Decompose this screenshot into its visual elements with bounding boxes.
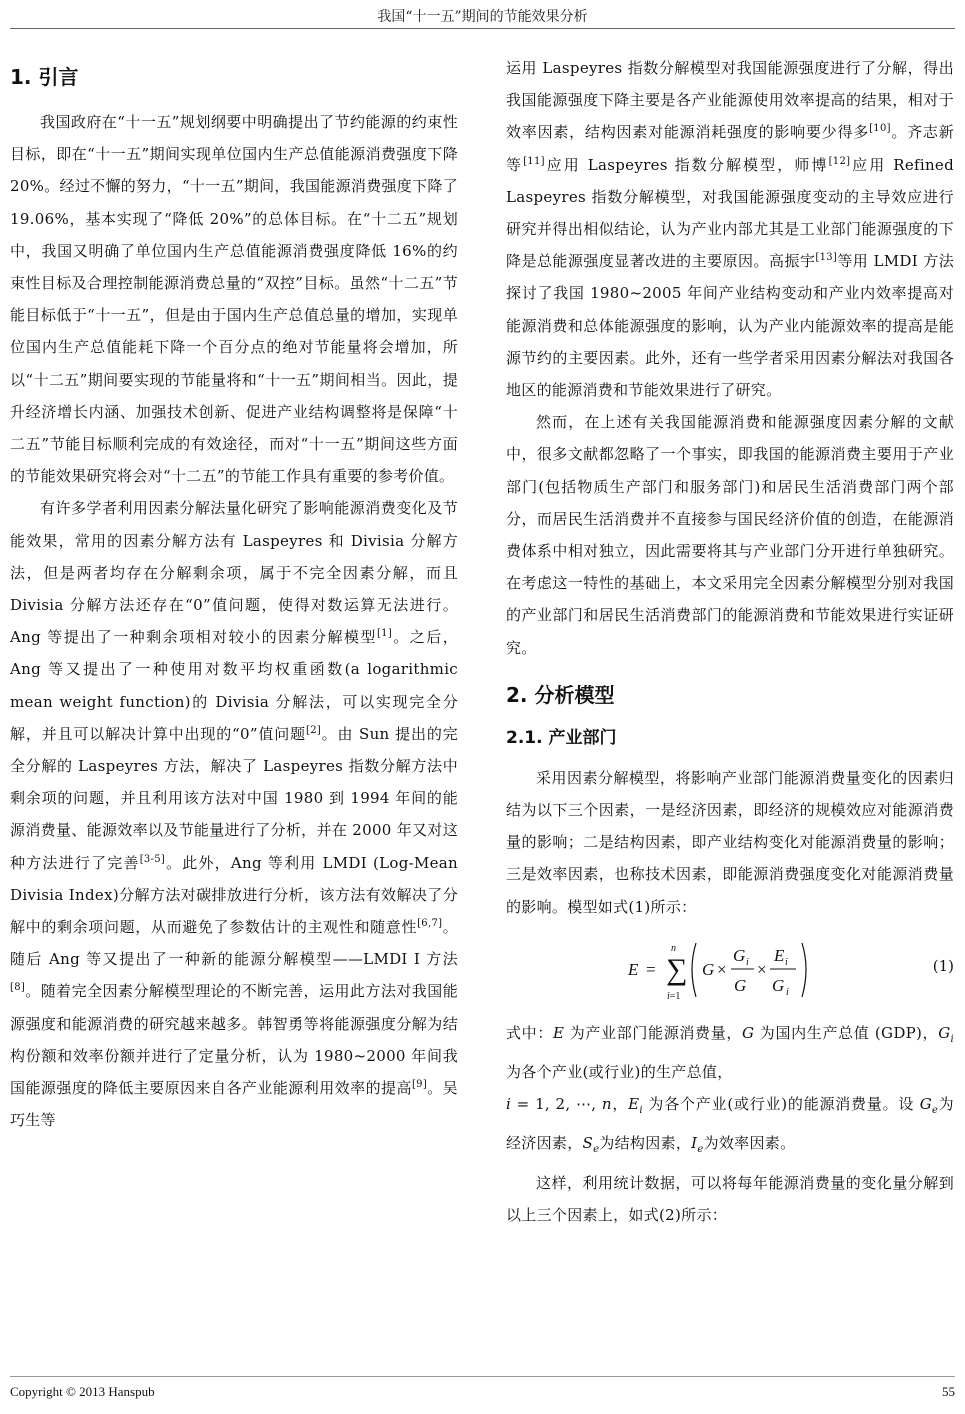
citation-3-5[interactable]: [3-5] (139, 853, 166, 865)
svg-text:×: × (717, 959, 727, 979)
citation-2[interactable]: [2] (306, 724, 322, 736)
svg-text:G: G (734, 975, 747, 995)
footer-rule (10, 1376, 955, 1377)
intro-paragraph-1: 我国政府在“十一五”规划纲要中明确提出了节约能源的约束性目标，即在“十一五”期间实现单位国内生产总值能源消费强度下降 20%。经过不懈的努力，“十一五”期间，我国能源消费强度下降了 19.06%，基本实现了“降低 20%”的总体目标。在“十二五”规划中，我国又明确了单位国内生产总值能源消费强度降低 16%的约束性目标及合理控制能源消费总量的“双控”目标。虽然“十二五”节能目标低于“十一五”，但是由于国内生产总值总量的增加，实现单位国内生产总值能耗下降一个百分点的绝对节能量将会增加，所以“十二五”期间要实现的节能量将和“十一五”期间相当。因此，提升经济增长内涵、加强技术创新、促进产业结构调整将是保障“十二五”节能目标顺利完成的有效途径，而对“十一五”期间这些方面的节能效果研究将会对“十二五”的节能工作具有重要的参考价值。 (10, 113, 458, 486)
citation-9[interactable]: [9] (411, 1079, 428, 1091)
equation-1-number: (1) (932, 956, 954, 975)
svg-text:G: G (702, 959, 715, 979)
citation-12[interactable]: [12] (828, 155, 851, 167)
header-rule (10, 28, 955, 29)
equation-explanation: 式中：E 为产业部门能源消费量，G 为国内生产总值 (GDP)，$G_i$为各个产业(或行业)的生产总值， i = 1, 2, ⋯, n，$E_i$ 为各个产业(或行业)的能源消费量。设 $G_e$为经济因素，$S_e$为结构因素，$I_e$为效率因素。 (506, 1023, 955, 1156)
svg-text:i=1: i=1 (667, 990, 681, 1002)
svg-text:i: i (786, 986, 789, 998)
intro-paragraph-2: 有许多学者利用因素分解法量化研究了影响能源消费变化及节能效果，常用的因素分解方法有 Laspeyres 和 Divisia 分解方法，但是两者均存在分解剩余项，属于不完全因素分解，而且 Divisia 分解方法还存在“0”值问题，使得对数运算无法进行。Ang 等提出了一种剩余项相对较小的因素分解模型[1]。之后，Ang 等又提出了一种使用对数平均权重函数(a logarithmic mean weight function)的 Divisia 分解法，可以实现完全分解，并且可以解决计算中出现的“0”值问题[2]。由 Sun 提出的完全分解的 Laspeyres 方法，解决了 Laspeyres 指数分解方法中剩余项的问题，并且利用该方法对中国 1980 到 1994 年间的能源消费量、能源效率以及节能量进行了分析，并在 2000 年又对这种方法进行了完善[3-5]。此外，Ang 等利用 LMDI (Log-Mean Divisia Index)分解方法对碳排放进行分析，该方法有效解决了分解中的剩余项问题，从而避免了参数估计的主观性和随意性[6,7]。随后 Ang 等又提出了一种新的能源分解模型——LMDI I 方法[8]。随着完全因素分解模型理论的不断完善，运用此方法对我国能源强度和能源消费的研究越来越多。韩智勇等将能源强度分解为结构份额和效率份额并进行了定量分析，认为 1980~2000 年间我国能源强度的降低主要原因来自各产业能源利用效率的提高[9]。吴巧生等 (10, 499, 459, 1130)
svg-text:G: G (733, 945, 746, 965)
citation-11[interactable]: [11] (523, 155, 545, 167)
left-column (10, 52, 458, 1137)
citation-10[interactable]: [10] (869, 123, 891, 135)
citation-8[interactable]: [8] (10, 982, 26, 994)
subsection-2-1-title: 2.1. 产业部门 (506, 727, 617, 748)
svg-text:E: E (628, 959, 639, 979)
svg-text:n: n (671, 942, 676, 954)
citation-6-7[interactable]: [6,7] (417, 918, 443, 930)
citation-13[interactable]: [13] (815, 252, 838, 264)
equation-1 (506, 927, 954, 1011)
section-2-title: 2. 分析模型 (506, 682, 615, 707)
svg-text:∑: ∑ (666, 952, 688, 986)
model-paragraph: 采用因素分解模型，将影响产业部门能源消费量变化的因素归结为以下三个因素，一是经济因素，即经济的规模效应对能源消费量的影响；二是结构因素，即产业结构变化对能源消费量的影响；三是效率因素，也称技术因素，即能源消费强度变化对能源消费量的影响。模型如式(1)所示： (506, 768, 954, 916)
intro-paragraph-2-continued: 运用 Laspeyres 指数分解模型对我国能源强度进行了分解，得出我国能源强度下降主要是各产业能源使用效率提高的结果，相对于效率因素，结构因素对能源消耗强度的影响要少得多[10]。齐志新等[11]应用 Laspeyres 指数分解模型，师博[12]应用 Refined Laspeyres 指数分解模型，对我国能源强度变动的主导效应进行研究并得出相似结论，认为产业内部尤其是工业部门能源强度的下降是总能源强度显著改进的主要原因。高振宇[13]等用 LMDI 方法探讨了我国 1980~2005 年间产业结构变动和产业内效率提高对能源消费和总体能源强度的影响，认为产业内能源效率的提高是能源节约的主要因素。此外，还有一些学者采用因素分解法对我国各地区的能源消费和节能效果进行了研究。 (506, 59, 954, 400)
svg-text:i: i (746, 956, 749, 968)
svg-text:E: E (774, 945, 785, 965)
decomposition-paragraph: 这样，利用统计数据，可以将每年能源消费量的变化量分解到以上三个因素上，如式(2)所示： (506, 1173, 954, 1224)
svg-text:=: = (646, 959, 656, 979)
intro-paragraph-3: 然而，在上述有关我国能源消费和能源强度因素分解的文献中，很多文献都忽略了一个事实，即我国的能源消费主要用于产业部门(包括物质生产部门和服务部门)和居民生活消费部门两个部分，而居民生活消费并不直接参与国民经济价值的创造，在能源消费体系中相对独立，因此需要将其与产业部门分开进行单独研究。在考虑这一特性的基础上，本文采用完全因素分解模型分别对我国的产业部门和居民生活消费部门的能源消费和节能效果进行实证研究。 (506, 413, 954, 657)
svg-text:G: G (772, 975, 785, 995)
svg-text:×: × (757, 959, 767, 979)
footer-page-number: 55 (942, 1384, 955, 1399)
section-1-title: 1. 引言 (10, 65, 79, 89)
footer-copyright: Copyright © 2013 Hanspub (10, 1384, 155, 1399)
running-header: 我国“十一五”期间的节能效果分析 (377, 9, 588, 25)
right-column (506, 52, 954, 1231)
citation-1[interactable]: [1] (376, 628, 393, 640)
equation-1-graphic (626, 927, 856, 1011)
svg-text:i: i (785, 956, 788, 968)
